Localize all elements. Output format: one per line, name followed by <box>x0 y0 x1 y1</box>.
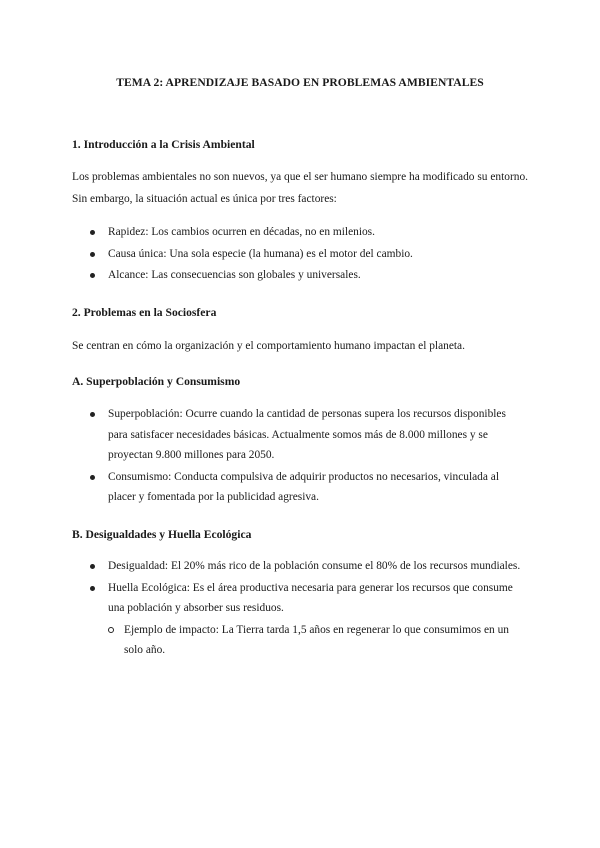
section-1-heading: 1. Introducción a la Crisis Ambiental <box>72 138 255 151</box>
list-item: Rapidez: Los cambios ocurren en décadas, no en milenios. <box>88 222 528 243</box>
section-1-list <box>88 222 528 287</box>
bullet-icon <box>90 252 95 257</box>
section-2-paragraph: Se centran en cómo la organización y el comportamiento humano impactan el planeta. <box>72 340 465 352</box>
section-a-list <box>88 404 528 509</box>
list-item: Causa única: Una sola especie (la humana) es el motor del cambio. <box>88 244 528 265</box>
list-item: Alcance: Las consecuencias son globales y universales. <box>88 265 528 286</box>
list-item: Desigualdad: El 20% más rico de la población consume el 80% de los recursos mundiales. <box>88 556 528 577</box>
section-b-heading: B. Desigualdades y Huella Ecológica <box>72 528 252 541</box>
section-a-heading: A. Superpoblación y Consumismo <box>72 375 241 388</box>
page-title: TEMA 2: APRENDIZAJE BASADO EN PROBLEMAS AMBIENTALES <box>116 76 484 89</box>
list-item: Superpoblación: Ocurre cuando la cantidad de personas supera los recursos disponibles para satisfacer necesidades básicas. Actualmente somos más de 8.000 millones y se proyectan 9.800 millones para 2050. <box>88 404 528 466</box>
bullet-icon <box>90 412 95 417</box>
sub-list-item: Ejemplo de impacto: La Tierra tarda 1,5 años en regenerar lo que consumimos en un solo año. <box>88 620 528 661</box>
list-item: Consumismo: Conducta compulsiva de adquirir productos no necesarios, vinculada al placer y fomentada por la publicidad agresiva. <box>88 467 528 508</box>
bullet-icon <box>90 564 95 569</box>
bullet-icon <box>90 586 95 591</box>
section-b-list <box>88 556 528 662</box>
bullet-icon <box>90 475 95 480</box>
section-2-heading: 2. Problemas en la Sociosfera <box>72 306 217 319</box>
circle-bullet-icon <box>108 627 114 633</box>
list-item: Huella Ecológica: Es el área productiva necesaria para generar los recursos que consume una población y absorber sus residuos. <box>88 578 528 619</box>
bullet-icon <box>90 230 95 235</box>
section-1-paragraph: Los problemas ambientales no son nuevos, ya que el ser humano siempre ha modificado su entorno. Sin embargo, la situación actual es única por tres factores: <box>72 171 528 205</box>
bullet-icon <box>90 273 95 278</box>
